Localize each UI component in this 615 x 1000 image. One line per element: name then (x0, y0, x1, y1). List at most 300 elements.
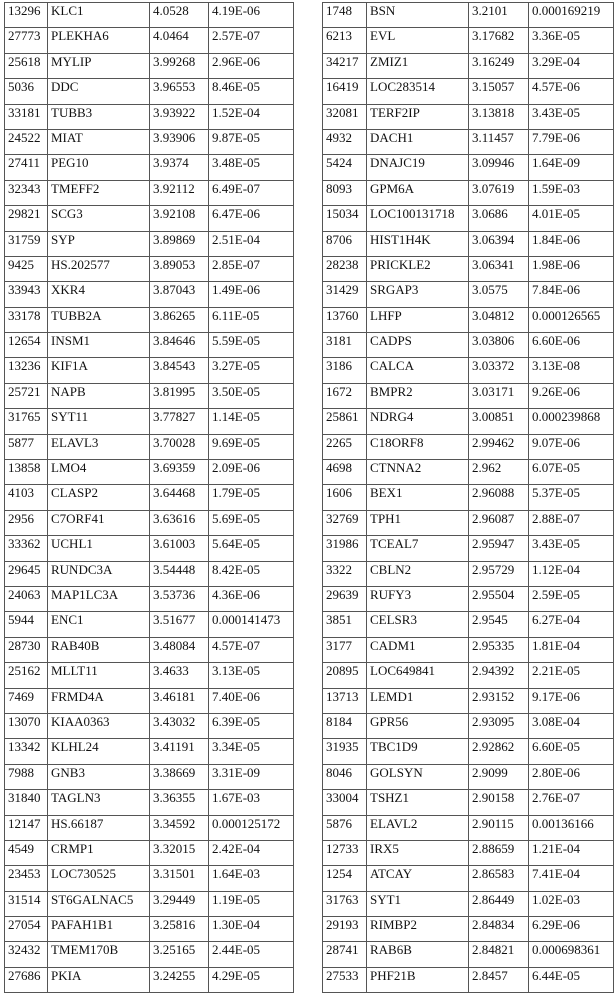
p-value-cell: 6.39E-05 (209, 713, 294, 738)
fold-change-cell: 3.17682 (469, 28, 529, 53)
gene-id-cell: 3181 (323, 333, 367, 358)
gene-id-cell: 4932 (323, 129, 367, 154)
p-value-cell: 2.57E-07 (209, 28, 294, 53)
table-row (323, 866, 614, 891)
fold-change-cell: 3.24255 (150, 967, 209, 992)
p-value-cell: 4.57E-07 (209, 637, 294, 662)
fold-change-cell: 2.92862 (469, 739, 529, 764)
gene-symbol-cell: CADPS (367, 333, 469, 358)
gene-symbol-cell: PHF21B (367, 967, 469, 992)
gene-symbol-cell: TMEFF2 (48, 180, 150, 205)
p-value-cell: 3.13E-08 (529, 358, 614, 383)
gene-symbol-cell: DDC (48, 79, 150, 104)
gene-symbol-cell: LOC283514 (367, 79, 469, 104)
p-value-cell: 1.81E-04 (529, 637, 614, 662)
gene-symbol-cell: KIAA0363 (48, 713, 150, 738)
gene-id-cell: 25861 (323, 409, 367, 434)
p-value-cell: 1.84E-06 (529, 231, 614, 256)
table-row (5, 79, 294, 104)
p-value-cell: 3.43E-05 (529, 536, 614, 561)
gene-id-cell: 31429 (323, 282, 367, 307)
gene-id-cell: 33943 (5, 282, 48, 307)
gene-symbol-cell: DNAJC19 (367, 155, 469, 180)
fold-change-cell: 3.81995 (150, 383, 209, 408)
gene-symbol-cell: TBC1D9 (367, 739, 469, 764)
gene-id-cell: 9425 (5, 256, 48, 281)
table-row (323, 206, 614, 231)
p-value-cell: 9.07E-06 (529, 434, 614, 459)
table-row (5, 485, 294, 510)
table-row (5, 180, 294, 205)
table-row (5, 104, 294, 129)
table-row (323, 3, 614, 28)
table-row (323, 282, 614, 307)
table-row (323, 510, 614, 535)
fold-change-cell: 3.00851 (469, 409, 529, 434)
gene-id-cell: 32343 (5, 180, 48, 205)
gene-id-cell: 4549 (5, 840, 48, 865)
gene-id-cell: 27411 (5, 155, 48, 180)
gene-symbol-cell: SYP (48, 231, 150, 256)
table-row (5, 206, 294, 231)
fold-change-cell: 3.84646 (150, 333, 209, 358)
p-value-cell: 3.27E-05 (209, 358, 294, 383)
p-value-cell: 2.59E-05 (529, 586, 614, 611)
p-value-cell: 2.80E-06 (529, 764, 614, 789)
p-value-cell: 2.85E-07 (209, 256, 294, 281)
p-value-cell: 9.26E-06 (529, 383, 614, 408)
p-value-cell: 5.59E-05 (209, 333, 294, 358)
p-value-cell: 1.19E-05 (209, 891, 294, 916)
table-row (323, 409, 614, 434)
gene-symbol-cell: HIST1H4K (367, 231, 469, 256)
p-value-cell: 8.46E-05 (209, 79, 294, 104)
p-value-cell: 1.98E-06 (529, 256, 614, 281)
table-row (5, 739, 294, 764)
p-value-cell: 1.30E-04 (209, 917, 294, 942)
fold-change-cell: 2.93152 (469, 688, 529, 713)
p-value-cell: 2.51E-04 (209, 231, 294, 256)
p-value-cell: 6.07E-05 (529, 460, 614, 485)
fold-change-cell: 2.86449 (469, 891, 529, 916)
fold-change-cell: 3.07619 (469, 180, 529, 205)
gene-id-cell: 5876 (323, 815, 367, 840)
fold-change-cell: 3.09946 (469, 155, 529, 180)
gene-id-cell: 29821 (5, 206, 48, 231)
gene-symbol-cell: LMO4 (48, 460, 150, 485)
table-row (323, 434, 614, 459)
gene-id-cell: 4103 (5, 485, 48, 510)
table-row (323, 155, 614, 180)
table-row (323, 739, 614, 764)
fold-change-cell: 3.03171 (469, 383, 529, 408)
p-value-cell: 0.000698361 (529, 942, 614, 967)
gene-symbol-cell: TPH1 (367, 510, 469, 535)
p-value-cell: 0.000125172 (209, 815, 294, 840)
gene-id-cell: 6213 (323, 28, 367, 53)
gene-symbol-cell: CBLN2 (367, 561, 469, 586)
gene-id-cell: 12733 (323, 840, 367, 865)
fold-change-cell: 3.53736 (150, 586, 209, 611)
table-row (5, 663, 294, 688)
gene-symbol-cell: BEX1 (367, 485, 469, 510)
gene-id-cell: 32432 (5, 942, 48, 967)
gene-symbol-cell: XKR4 (48, 282, 150, 307)
fold-change-cell: 3.0686 (469, 206, 529, 231)
fold-change-cell: 3.06341 (469, 256, 529, 281)
p-value-cell: 1.64E-09 (529, 155, 614, 180)
gene-table-left (4, 2, 294, 993)
table-row (323, 53, 614, 78)
gene-symbol-cell: TMEM170B (48, 942, 150, 967)
p-value-cell: 9.87E-05 (209, 129, 294, 154)
table-row (323, 586, 614, 611)
gene-id-cell: 13713 (323, 688, 367, 713)
table-row (323, 840, 614, 865)
table-row (5, 383, 294, 408)
gene-id-cell: 27686 (5, 967, 48, 992)
table-row (323, 561, 614, 586)
table-row (323, 967, 614, 992)
gene-id-cell: 1254 (323, 866, 367, 891)
table-row (323, 231, 614, 256)
p-value-cell: 2.21E-05 (529, 663, 614, 688)
fold-change-cell: 3.93922 (150, 104, 209, 129)
gene-symbol-cell: PEG10 (48, 155, 150, 180)
gene-symbol-cell: SYT1 (367, 891, 469, 916)
p-value-cell: 3.48E-05 (209, 155, 294, 180)
fold-change-cell: 3.25165 (150, 942, 209, 967)
fold-change-cell: 3.61003 (150, 536, 209, 561)
gene-symbol-cell: PAFAH1B1 (48, 917, 150, 942)
gene-id-cell: 13296 (5, 3, 48, 28)
gene-id-cell: 27054 (5, 917, 48, 942)
gene-id-cell: 13858 (5, 460, 48, 485)
gene-symbol-cell: LOC100131718 (367, 206, 469, 231)
gene-id-cell: 16419 (323, 79, 367, 104)
table-row (323, 104, 614, 129)
table-row (5, 333, 294, 358)
gene-id-cell: 4698 (323, 460, 367, 485)
gene-id-cell: 33004 (323, 790, 367, 815)
table-row (5, 282, 294, 307)
gene-symbol-cell: PRICKLE2 (367, 256, 469, 281)
p-value-cell: 2.09E-06 (209, 460, 294, 485)
gene-id-cell: 3177 (323, 637, 367, 662)
gene-id-cell: 1672 (323, 383, 367, 408)
gene-id-cell: 33362 (5, 536, 48, 561)
gene-id-cell: 33181 (5, 104, 48, 129)
table-row (5, 434, 294, 459)
fold-change-cell: 3.64468 (150, 485, 209, 510)
gene-symbol-cell: LEMD1 (367, 688, 469, 713)
table-row (323, 942, 614, 967)
gene-id-cell: 32081 (323, 104, 367, 129)
p-value-cell: 4.29E-05 (209, 967, 294, 992)
gene-symbol-cell: NDRG4 (367, 409, 469, 434)
gene-symbol-cell: EVL (367, 28, 469, 53)
gene-symbol-cell: GPR56 (367, 713, 469, 738)
fold-change-cell: 3.96553 (150, 79, 209, 104)
gene-id-cell: 28730 (5, 637, 48, 662)
gene-id-cell: 31765 (5, 409, 48, 434)
fold-change-cell: 3.46181 (150, 688, 209, 713)
gene-id-cell: 12147 (5, 815, 48, 840)
gene-id-cell: 31986 (323, 536, 367, 561)
p-value-cell: 1.79E-05 (209, 485, 294, 510)
gene-id-cell: 24063 (5, 586, 48, 611)
gene-symbol-cell: TERF2IP (367, 104, 469, 129)
gene-symbol-cell: PKIA (48, 967, 150, 992)
gene-symbol-cell: KLHL24 (48, 739, 150, 764)
table-row (5, 307, 294, 332)
gene-symbol-cell: CRMP1 (48, 840, 150, 865)
fold-change-cell: 3.99268 (150, 53, 209, 78)
fold-change-cell: 3.41191 (150, 739, 209, 764)
table-row (5, 790, 294, 815)
p-value-cell: 7.79E-06 (529, 129, 614, 154)
fold-change-cell: 3.4633 (150, 663, 209, 688)
gene-symbol-cell: RIMBP2 (367, 917, 469, 942)
p-value-cell: 1.64E-03 (209, 866, 294, 891)
gene-id-cell: 31935 (323, 739, 367, 764)
gene-symbol-cell: KLC1 (48, 3, 150, 28)
gene-symbol-cell: UCHL1 (48, 536, 150, 561)
fold-change-cell: 2.93095 (469, 713, 529, 738)
gene-id-cell: 12654 (5, 333, 48, 358)
fold-change-cell: 2.95947 (469, 536, 529, 561)
gene-symbol-cell: BMPR2 (367, 383, 469, 408)
fold-change-cell: 2.84834 (469, 917, 529, 942)
table-row (5, 967, 294, 992)
table-row (323, 256, 614, 281)
table-row (323, 460, 614, 485)
table-row (323, 485, 614, 510)
table-row (5, 840, 294, 865)
table-row (323, 129, 614, 154)
table-row (5, 460, 294, 485)
fold-change-cell: 3.03372 (469, 358, 529, 383)
fold-change-cell: 2.99462 (469, 434, 529, 459)
fold-change-cell: 2.8457 (469, 967, 529, 992)
gene-symbol-cell: TUBB2A (48, 307, 150, 332)
table-row (323, 28, 614, 53)
p-value-cell: 1.67E-03 (209, 790, 294, 815)
p-value-cell: 1.02E-03 (529, 891, 614, 916)
gene-id-cell: 29193 (323, 917, 367, 942)
fold-change-cell: 3.77827 (150, 409, 209, 434)
gene-symbol-cell: GNB3 (48, 764, 150, 789)
gene-id-cell: 3186 (323, 358, 367, 383)
gene-id-cell: 13760 (323, 307, 367, 332)
gene-id-cell: 1748 (323, 3, 367, 28)
table-row (5, 561, 294, 586)
table-row (5, 510, 294, 535)
table-row (5, 536, 294, 561)
p-value-cell: 5.64E-05 (209, 536, 294, 561)
p-value-cell: 0.000126565 (529, 307, 614, 332)
fold-change-cell: 3.03806 (469, 333, 529, 358)
fold-change-cell: 2.94392 (469, 663, 529, 688)
gene-symbol-cell: HS.202577 (48, 256, 150, 281)
table-row (323, 612, 614, 637)
gene-id-cell: 7988 (5, 764, 48, 789)
gene-symbol-cell: MYLIP (48, 53, 150, 78)
p-value-cell: 1.21E-04 (529, 840, 614, 865)
gene-id-cell: 31840 (5, 790, 48, 815)
gene-symbol-cell: MIAT (48, 129, 150, 154)
p-value-cell: 4.19E-06 (209, 3, 294, 28)
fold-change-cell: 3.51677 (150, 612, 209, 637)
gene-id-cell: 27773 (5, 28, 48, 53)
gene-id-cell: 27533 (323, 967, 367, 992)
table-row (323, 917, 614, 942)
p-value-cell: 6.11E-05 (209, 307, 294, 332)
p-value-cell: 1.12E-04 (529, 561, 614, 586)
table-row (323, 358, 614, 383)
table-row (323, 663, 614, 688)
gene-symbol-cell: ATCAY (367, 866, 469, 891)
table-row (5, 815, 294, 840)
fold-change-cell: 3.54448 (150, 561, 209, 586)
gene-symbol-cell: TCEAL7 (367, 536, 469, 561)
gene-id-cell: 28741 (323, 942, 367, 967)
gene-id-cell: 24522 (5, 129, 48, 154)
fold-change-cell: 2.88659 (469, 840, 529, 865)
p-value-cell: 6.60E-06 (529, 333, 614, 358)
gene-symbol-cell: NAPB (48, 383, 150, 408)
gene-symbol-cell: SCG3 (48, 206, 150, 231)
p-value-cell: 2.42E-04 (209, 840, 294, 865)
fold-change-cell: 3.16249 (469, 53, 529, 78)
table-row (323, 383, 614, 408)
gene-id-cell: 34217 (323, 53, 367, 78)
fold-change-cell: 3.92108 (150, 206, 209, 231)
fold-change-cell: 3.84543 (150, 358, 209, 383)
table-row (323, 180, 614, 205)
gene-id-cell: 20895 (323, 663, 367, 688)
p-value-cell: 0.00136166 (529, 815, 614, 840)
p-value-cell: 1.59E-03 (529, 180, 614, 205)
gene-symbol-cell: ZMIZ1 (367, 53, 469, 78)
table-row (323, 333, 614, 358)
gene-id-cell: 29639 (323, 586, 367, 611)
fold-change-cell: 3.25816 (150, 917, 209, 942)
gene-id-cell: 5944 (5, 612, 48, 637)
fold-change-cell: 3.06394 (469, 231, 529, 256)
p-value-cell: 3.50E-05 (209, 383, 294, 408)
gene-symbol-cell: CADM1 (367, 637, 469, 662)
fold-change-cell: 2.90158 (469, 790, 529, 815)
p-value-cell: 3.08E-04 (529, 713, 614, 738)
table-row (5, 3, 294, 28)
gene-id-cell: 29645 (5, 561, 48, 586)
p-value-cell: 5.69E-05 (209, 510, 294, 535)
table-row (5, 891, 294, 916)
table-row (323, 79, 614, 104)
table-row (323, 307, 614, 332)
table-row (5, 637, 294, 662)
gene-symbol-cell: INSM1 (48, 333, 150, 358)
gene-id-cell: 13342 (5, 739, 48, 764)
gene-id-cell: 31759 (5, 231, 48, 256)
gene-symbol-cell: ELAVL2 (367, 815, 469, 840)
fold-change-cell: 3.86265 (150, 307, 209, 332)
gene-symbol-cell: FRMD4A (48, 688, 150, 713)
gene-id-cell: 8184 (323, 713, 367, 738)
gene-id-cell: 23453 (5, 866, 48, 891)
gene-symbol-cell: IRX5 (367, 840, 469, 865)
p-value-cell: 2.44E-05 (209, 942, 294, 967)
gene-id-cell: 13236 (5, 358, 48, 383)
fold-change-cell: 3.36355 (150, 790, 209, 815)
gene-symbol-cell: ST6GALNAC5 (48, 891, 150, 916)
p-value-cell: 0.000141473 (209, 612, 294, 637)
fold-change-cell: 3.92112 (150, 180, 209, 205)
fold-change-cell: 3.15057 (469, 79, 529, 104)
gene-symbol-cell: HS.66187 (48, 815, 150, 840)
fold-change-cell: 2.95335 (469, 637, 529, 662)
gene-id-cell: 5424 (323, 155, 367, 180)
gene-id-cell: 33178 (5, 307, 48, 332)
gene-id-cell: 15034 (323, 206, 367, 231)
table-row (5, 129, 294, 154)
p-value-cell: 1.52E-04 (209, 104, 294, 129)
fold-change-cell: 3.69359 (150, 460, 209, 485)
gene-symbol-cell: MLLT11 (48, 663, 150, 688)
table-row (323, 637, 614, 662)
fold-change-cell: 3.89053 (150, 256, 209, 281)
table-row (5, 586, 294, 611)
table-row (5, 256, 294, 281)
p-value-cell: 3.43E-05 (529, 104, 614, 129)
gene-symbol-cell: CALCA (367, 358, 469, 383)
gene-symbol-cell: GPM6A (367, 180, 469, 205)
gene-symbol-cell: CLASP2 (48, 485, 150, 510)
gene-id-cell: 31514 (5, 891, 48, 916)
p-value-cell: 8.42E-05 (209, 561, 294, 586)
table-row (323, 688, 614, 713)
table-row (5, 612, 294, 637)
gene-id-cell: 25721 (5, 383, 48, 408)
gene-symbol-cell: SYT11 (48, 409, 150, 434)
gene-id-cell: 28238 (323, 256, 367, 281)
table-row (5, 866, 294, 891)
fold-change-cell: 3.87043 (150, 282, 209, 307)
table-row (5, 942, 294, 967)
p-value-cell: 3.34E-05 (209, 739, 294, 764)
fold-change-cell: 2.84821 (469, 942, 529, 967)
p-value-cell: 2.96E-06 (209, 53, 294, 78)
fold-change-cell: 3.9374 (150, 155, 209, 180)
gene-symbol-cell: C7ORF41 (48, 510, 150, 535)
gene-id-cell: 5036 (5, 79, 48, 104)
p-value-cell: 6.44E-05 (529, 967, 614, 992)
table-row (5, 917, 294, 942)
p-value-cell: 1.49E-06 (209, 282, 294, 307)
table-row (323, 764, 614, 789)
gene-symbol-cell: TUBB3 (48, 104, 150, 129)
fold-change-cell: 3.31501 (150, 866, 209, 891)
gene-id-cell: 3322 (323, 561, 367, 586)
fold-change-cell: 3.63616 (150, 510, 209, 535)
gene-symbol-cell: GOLSYN (367, 764, 469, 789)
table-row (323, 891, 614, 916)
fold-change-cell: 2.9099 (469, 764, 529, 789)
table-row (5, 231, 294, 256)
p-value-cell: 0.000239868 (529, 409, 614, 434)
gene-symbol-cell: SRGAP3 (367, 282, 469, 307)
